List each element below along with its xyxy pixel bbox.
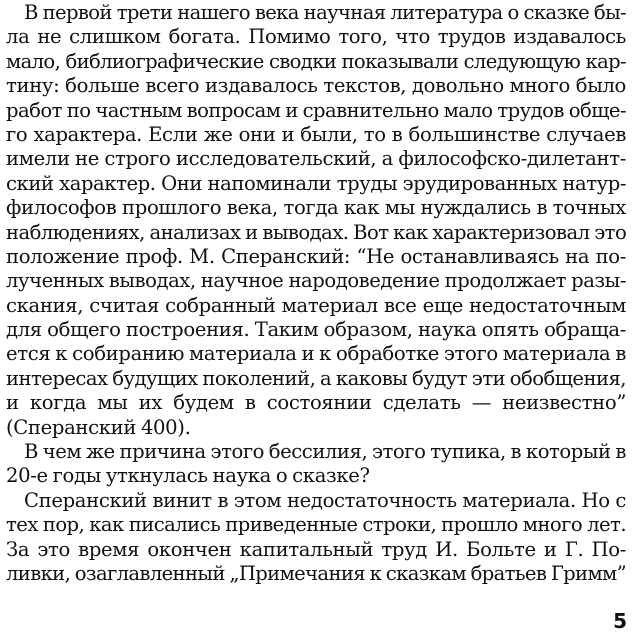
text-line: За это время окончен капитальный труд И. Больте и Г. По- [6, 537, 626, 561]
text-line: лученных выводах, научное народоведение продолжает разы- [6, 269, 626, 293]
text-line: ется к собиранию материала и к обработке этого материала в [6, 342, 626, 366]
text-line: интересах будущих поколений, а каковы будут эти обобщения, [6, 366, 626, 390]
text-line: тину: больше всего издавалось текстов, довольно много было [6, 74, 626, 98]
text-line: скания, считая собранный материал все еще недостаточным [6, 293, 626, 317]
body-text [6, 1, 626, 586]
text-line: работ по частным вопросам и сравнительно мало трудов обще- [6, 98, 626, 122]
text-line: го характера. Если же они и были, то в большинстве случаев [6, 122, 626, 146]
text-line: 20-е годы уткнулась наука о сказке? [6, 464, 370, 488]
text-line: имели не строго исследовательский, а философско-дилетант- [6, 147, 626, 171]
text-line: ла не слишком богата. Помимо того, что трудов издавалось [6, 25, 626, 49]
text-line: наблюдениях, анализах и выводах. Вот как характеризовал это [6, 220, 627, 244]
text-line: для общего построения. Таким образом, наука опять обраща- [6, 318, 626, 342]
text-line: тех пор, как писались приведенные строки, прошло много лет. [6, 513, 626, 537]
text-line: (Сперанский 400). [6, 415, 191, 439]
text-line: В первой трети нашего века научная литература о сказке бы- [24, 1, 626, 24]
text-line: философов прошлого века, тогда как мы нуждались в точных [6, 196, 626, 220]
text-line: мало, библиографические сводки показывали следующую кар- [6, 49, 626, 73]
text-line: В чем же причина этого бессилия, этого тупика, в который в [24, 440, 626, 464]
page-number: 5 [613, 609, 627, 633]
text-line: ливки, озаглавленный „Примечания к сказкам братьев Гримм” [6, 561, 626, 585]
text-line: Сперанский винит в этом недостаточность материала. Но с [24, 488, 626, 512]
text-line: ский характер. Они напоминали труды эрудированных натур- [6, 171, 626, 195]
text-line: и когда мы их будем в состоянии сделать — неизвестно” [6, 391, 626, 415]
text-line: положение проф. М. Сперанский: “Не останавливаясь на по- [6, 244, 626, 268]
